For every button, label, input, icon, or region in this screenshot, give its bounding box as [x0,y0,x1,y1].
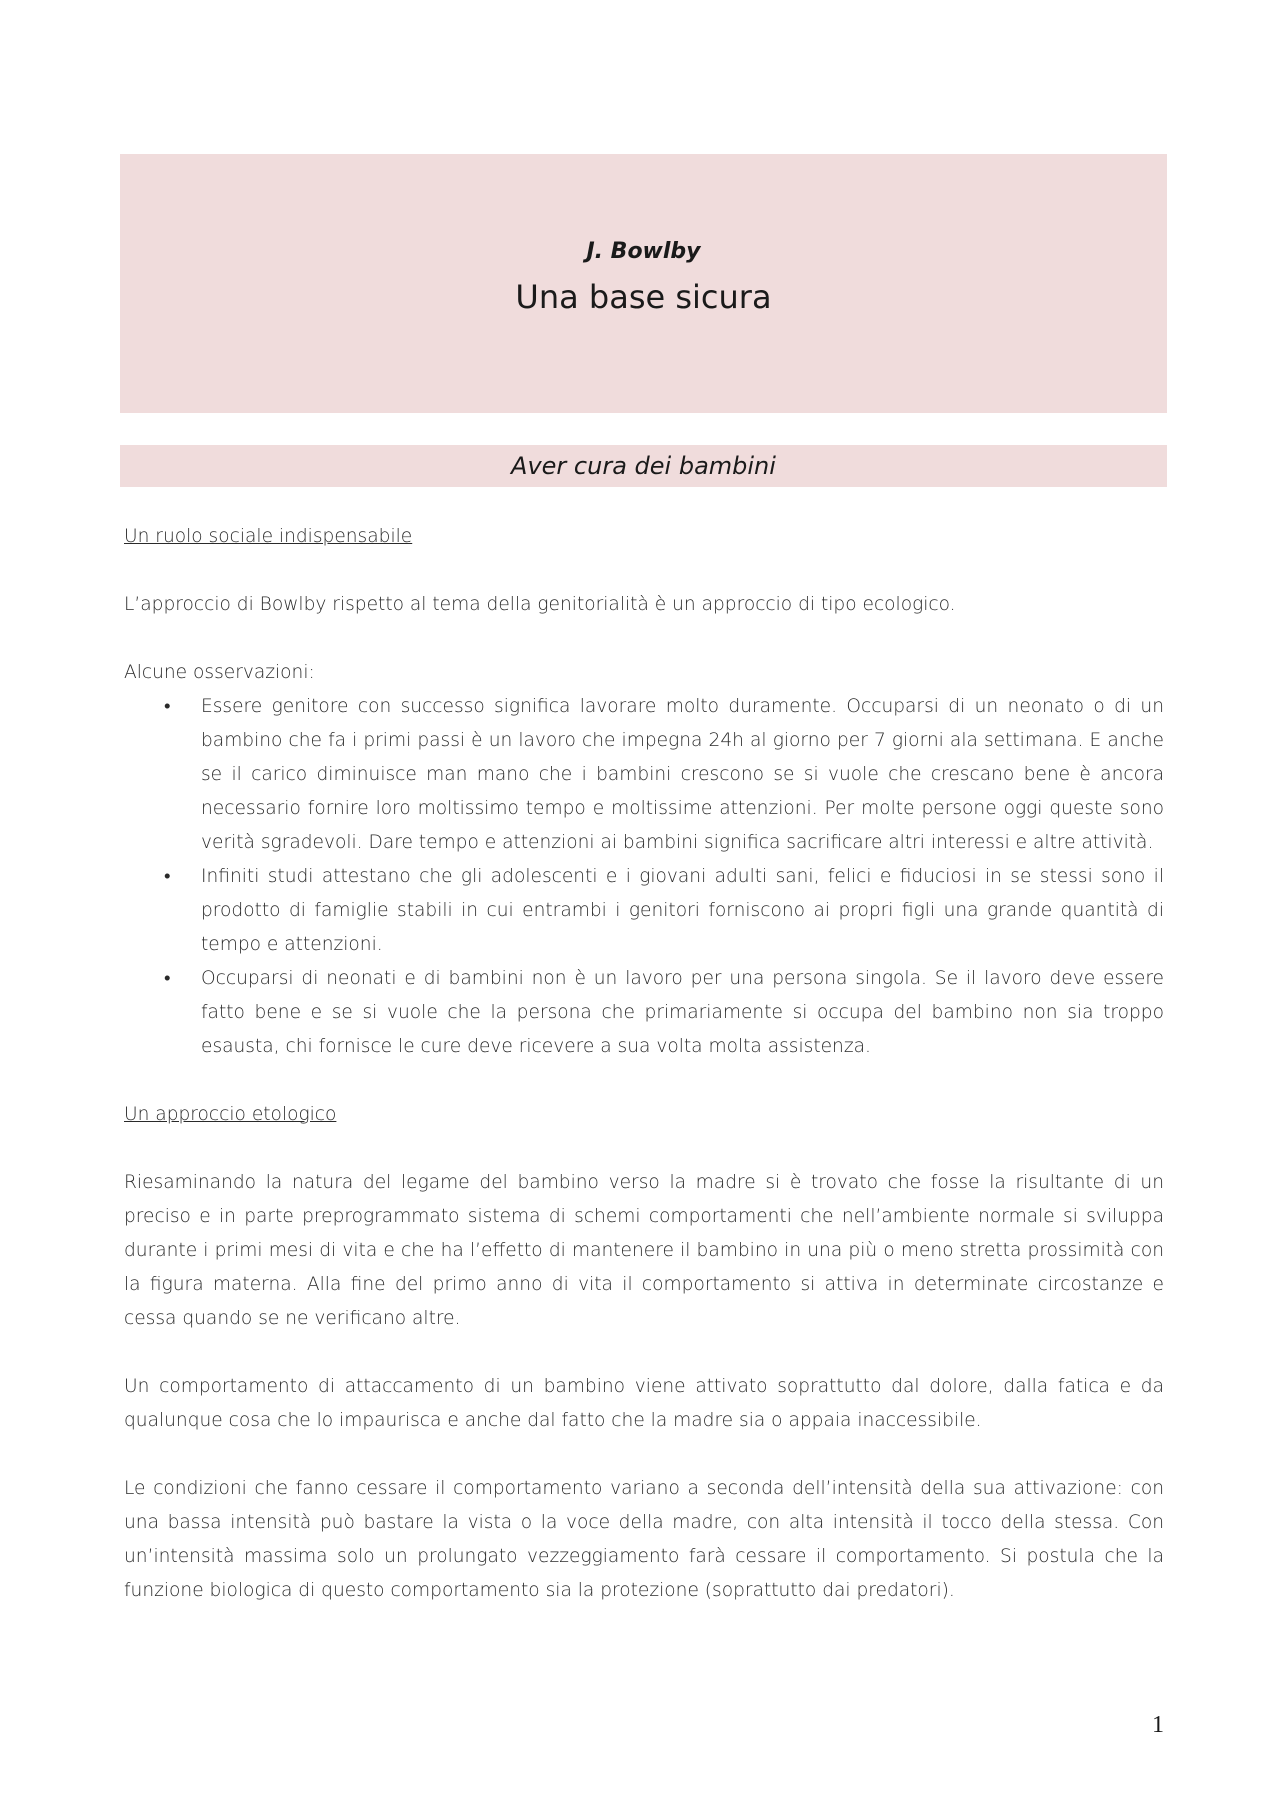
paragraph-legame: Riesaminando la natura del legame del bambino verso la madre si è trovato che fosse la risultante di un preciso e in parte preprogrammato sistema di schemi comportamenti che nell’ambiente normale si sviluppa durante i primi mesi di vita e che ha l’effetto di mantenere il bambino in una più o meno stretta prossimità con la figura materna. Alla fine del primo anno di vita il comportamento si attiva in determinate circostanze e cessa quando se ne verificano altre. [124,1172,1164,1329]
author-name: J. Bowlby [586,239,701,264]
bullet-icon: • [164,968,171,989]
subheading-ruolo-sociale: Un ruolo sociale indispensabile [124,526,413,547]
spacer [124,554,1164,588]
list-item [124,690,1164,860]
subheading-approccio-etologico: Un approccio etologico [124,1104,337,1125]
observations-list [124,690,1164,1064]
list-item [124,962,1164,1064]
paragraph-attaccamento: Un comportamento di attaccamento di un bambino viene attivato soprattutto dal dolore, dalla fatica e da qualunque cosa che lo impaurisca e anche dal fatto che la madre sia o appaia inaccessibile. [124,1376,1164,1431]
list-intro: Alcune osservazioni: [124,662,315,683]
document-title: Una base sicura [515,278,772,316]
list-item-text: Essere genitore con successo significa lavorare molto duramente. Occuparsi di un neonato o di un bambino che fa i primi passi è un lavoro che impegna 24h al giorno per 7 giorni ala settimana. E anche se il carico diminuisce man mano che i bambini crescono se si vuole che crescano bene è ancora necessario fornire loro moltissimo tempo e moltissime attenzioni. Per molte persone oggi queste sono verità sgradevoli. Dare tempo e attenzioni ai bambini significa sacrificare altri interessi e altre attività. [201,696,1164,853]
list-item-text: Occuparsi di neonati e di bambini non è un lavoro per una persona singola. Se il lavoro deve essere fatto bene e se si vuole che la persona che primariamente si occupa del bambino non sia troppo esausta, chi fornisce le cure deve ricevere a sua volta molta assistenza. [201,968,1164,1057]
spacer [124,1336,1164,1370]
page-number: 1 [1152,1712,1164,1738]
paragraph-condizioni: Le condizioni che fanno cessare il comportamento variano a seconda dell’intensità della sua attivazione: con una bassa intensità può bastare la vista o la voce della madre, con alta intensità il tocco della stessa. Con un’intensità massima solo un prolungato vezzeggiamento farà cessare il comportamento. Si postula che la funzione biologica di questo comportamento sia la protezione (soprattutto dai predatori). [124,1478,1164,1601]
spacer [124,622,1164,656]
spacer [124,1132,1164,1166]
bullet-icon: • [164,866,171,887]
title-banner [120,154,1167,413]
list-item [124,860,1164,962]
spacer [124,1064,1164,1098]
spacer [124,1438,1164,1472]
list-item-text: Infiniti studi attestano che gli adolescenti e i giovani adulti sani, felici e fiduciosi in se stessi sono il prodotto di famiglie stabili in cui entrambi i genitori forniscono ai propri figli una grande quantità di tempo e attenzioni. [201,866,1164,955]
bullet-icon: • [164,696,171,717]
section-heading: Aver cura dei bambini [120,445,1167,487]
document-body [124,520,1164,1608]
paragraph-approccio: L’approccio di Bowlby rispetto al tema della genitorialità è un approccio di tipo ecologico. [124,594,956,615]
